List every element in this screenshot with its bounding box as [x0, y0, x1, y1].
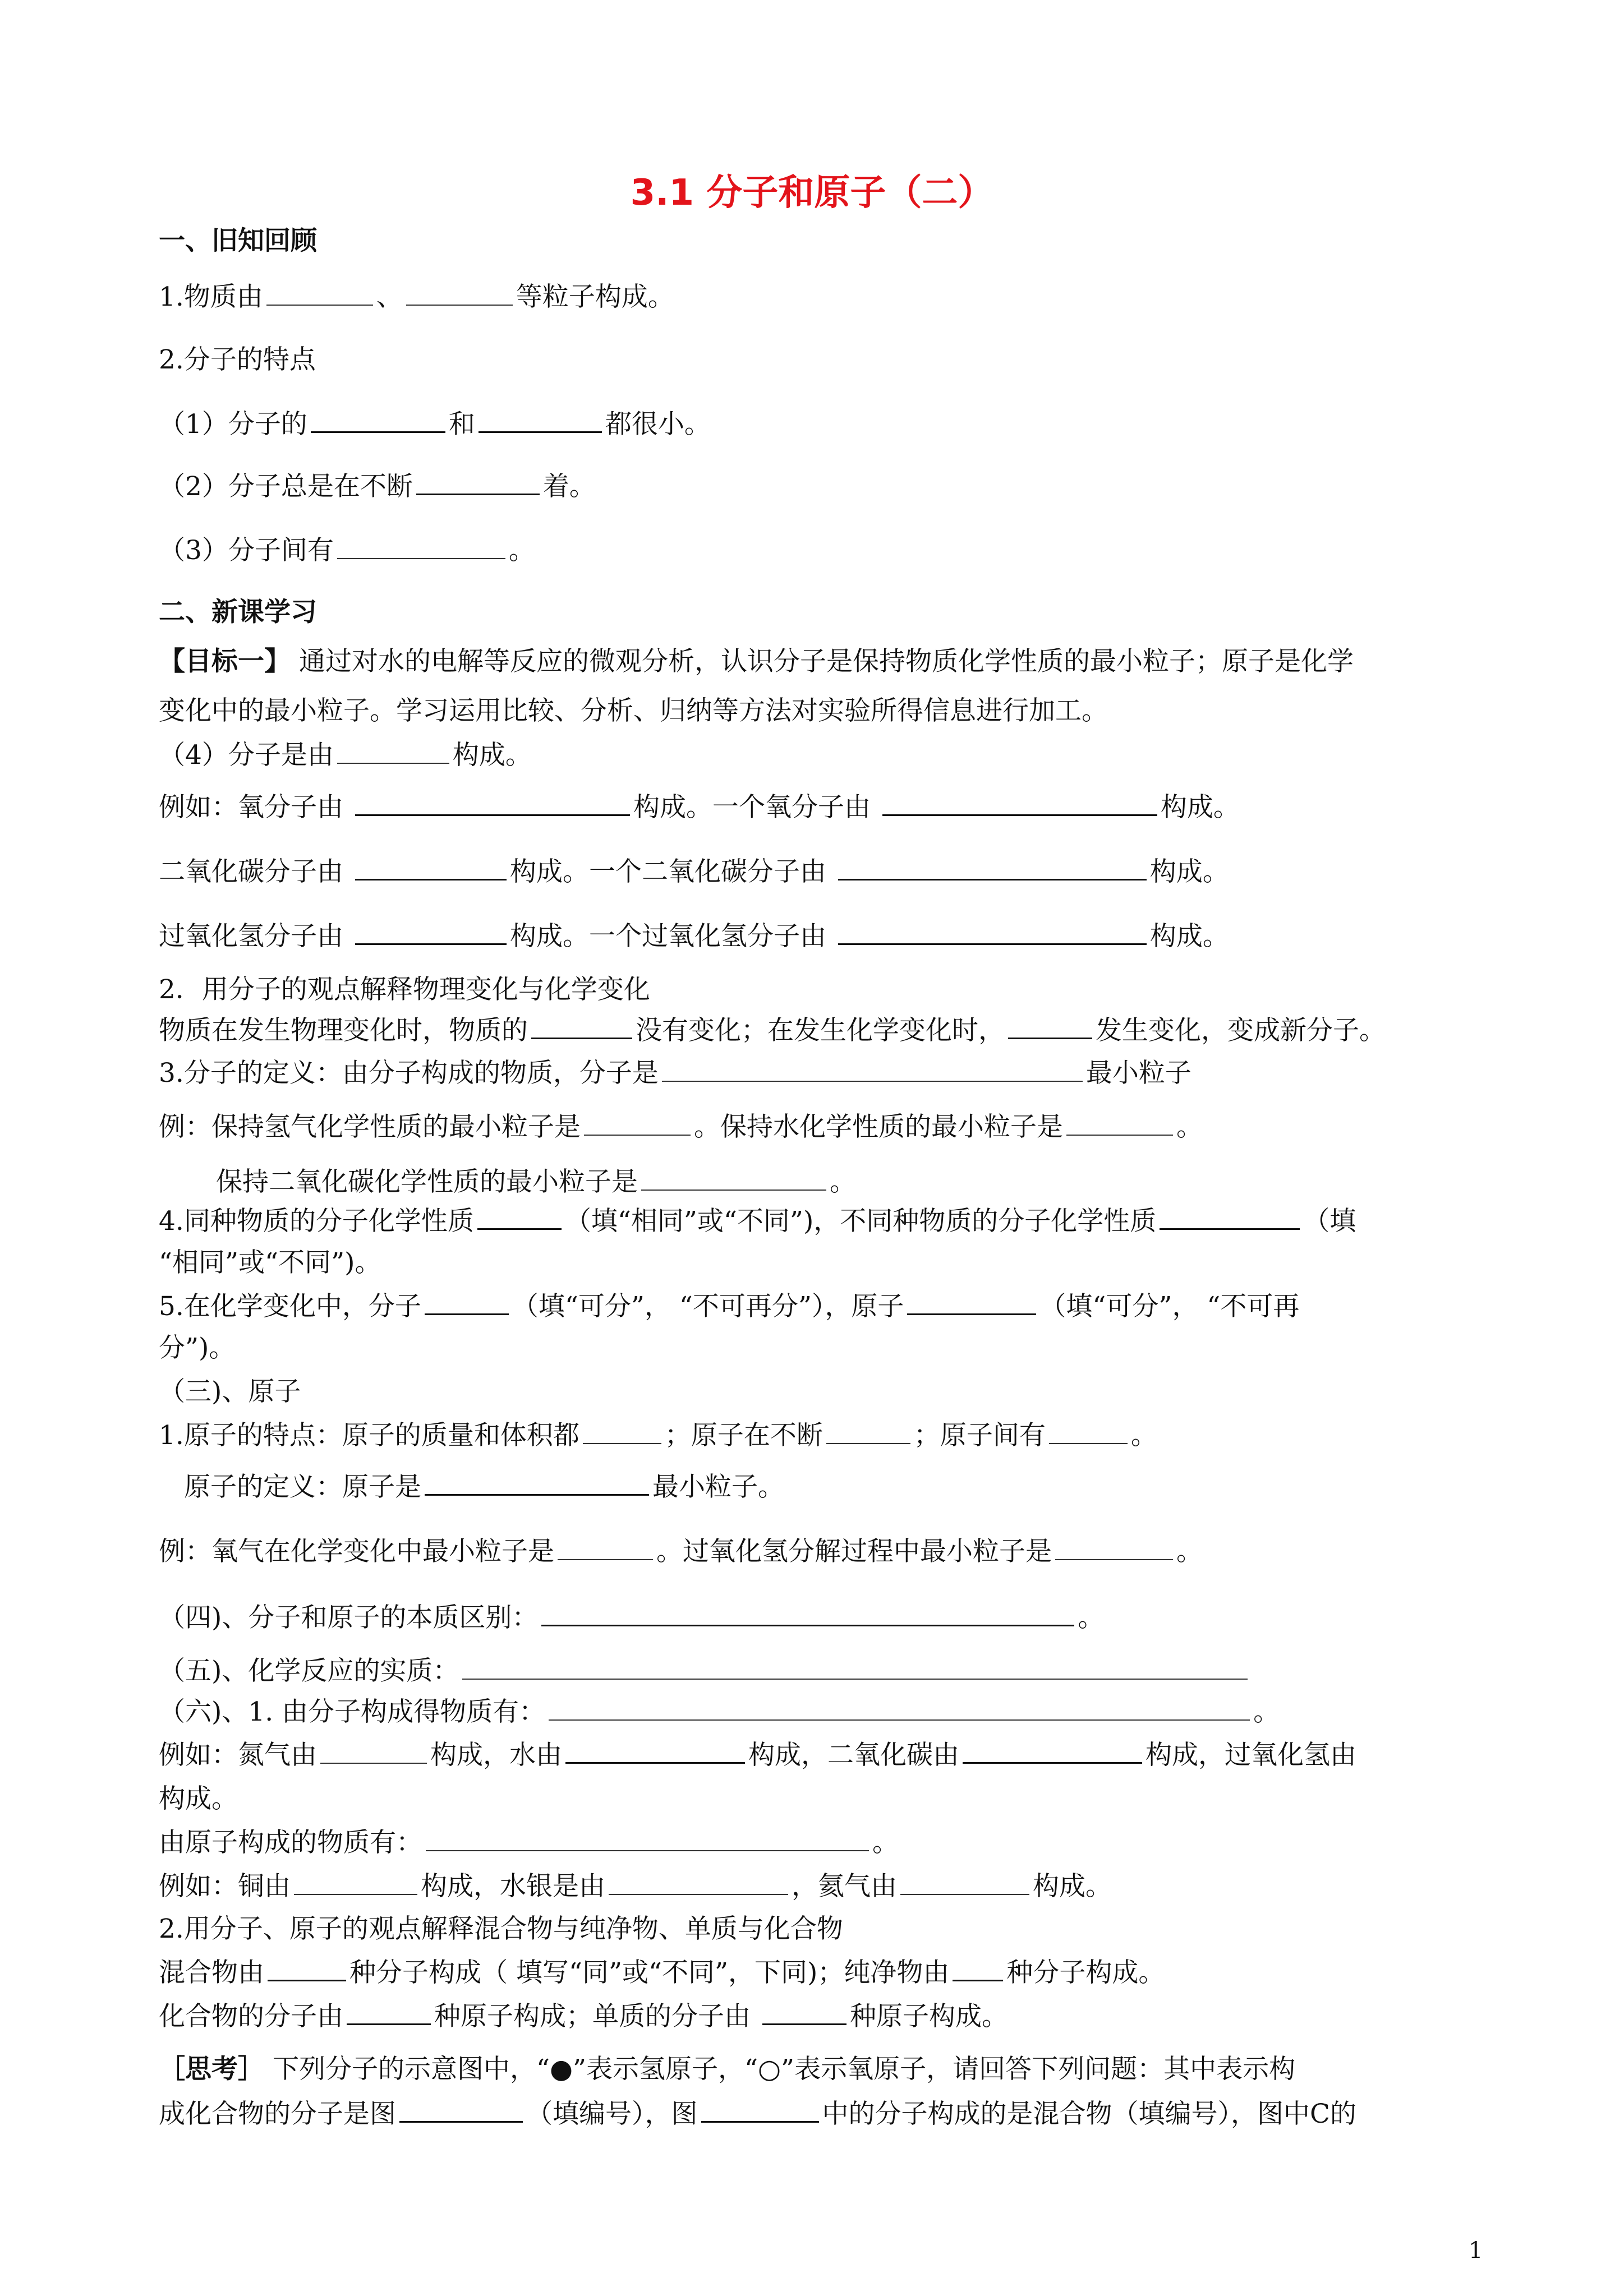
blank[interactable]	[549, 1696, 1250, 1721]
compound-line: 化合物的分子由 种原子构成；单质的分子由 种原子构成。	[159, 2001, 1008, 2032]
goal-line-1: 【目标一】 通过对水的电解等反应的微观分析，认识分子是保持物质化学性质的最小粒子；原子是化学	[159, 646, 1354, 677]
blank[interactable]	[399, 2097, 523, 2123]
blank[interactable]	[541, 1601, 1074, 1626]
question-4: （4）分子是由 构成。	[159, 740, 532, 771]
blank[interactable]	[1049, 1419, 1128, 1444]
blank[interactable]	[882, 791, 1157, 816]
reaction-essence: （五)、化学反应的实质：	[159, 1654, 1251, 1688]
section-heading-new-lesson: 二、新课学习	[159, 597, 317, 628]
blank[interactable]	[337, 534, 505, 559]
blank[interactable]	[337, 739, 449, 764]
blank[interactable]	[838, 855, 1147, 880]
section-heading-review: 一、旧知回顾	[159, 225, 317, 256]
blank[interactable]	[426, 1827, 869, 1851]
blank[interactable]	[266, 281, 373, 306]
think-line-1: ［思考］ 下列分子的示意图中，“●”表示氢原子，“○”表示氧原子，请回答下列问题：其中表示构	[159, 2054, 1296, 2085]
blank[interactable]	[963, 1739, 1142, 1764]
question-2-2: （2）分子总是在不断 着。	[159, 471, 596, 502]
example-oxygen: 例如：氧分子由 构成。一个氧分子由 构成。	[159, 792, 1240, 823]
goal-line-2: 变化中的最小粒子。学习运用比较、分析、归纳等方法对实验所得信息进行加工。	[159, 695, 1108, 726]
blank[interactable]	[762, 2000, 846, 2025]
question-5-divisible-cont: 分”)。	[159, 1333, 236, 1363]
think-line-2: 成化合物的分子是图 （填编号），图 中的分子构成的是混合物（填编号），图中C的	[159, 2099, 1356, 2129]
blank[interactable]	[1008, 1014, 1092, 1039]
blank[interactable]	[320, 1739, 427, 1764]
blank[interactable]	[268, 1956, 346, 1981]
question-2-3: （3）分子间有 。	[159, 535, 535, 566]
blank[interactable]	[583, 1419, 661, 1444]
blank[interactable]	[425, 1290, 509, 1315]
example-h2o2: 过氧化氢分子由 构成。一个过氧化氢分子由 构成。	[159, 921, 1229, 952]
blank[interactable]	[311, 408, 445, 433]
blank[interactable]	[406, 281, 513, 306]
question-1: 1.物质由 、 等粒子构成。	[159, 282, 674, 312]
blank[interactable]	[907, 1290, 1036, 1315]
atom-definition: 原子的定义：原子是 最小粒子。	[184, 1472, 784, 1502]
question-2: 2.分子的特点	[159, 344, 316, 375]
blank[interactable]	[425, 1470, 649, 1496]
molecular-examples: 例如：氮气由 构成，水由 构成，二氧化碳由 构成，过氧化氢由	[159, 1740, 1356, 1771]
molecular-substances: （六)、1. 由分子构成得物质有： 。	[159, 1696, 1280, 1727]
molecular-examples-cont: 构成。	[159, 1783, 238, 1814]
section-atom-heading: （三)、原子	[159, 1376, 301, 1407]
mixtures-heading: 2.用分子、原子的观点解释混合物与纯净物、单质与化合物	[159, 1914, 843, 1944]
atom-example: 例：氧气在化学变化中最小粒子是 。过氧化氢分解过程中最小粒子是 。	[159, 1536, 1203, 1567]
blank[interactable]	[838, 920, 1147, 945]
blank[interactable]	[609, 1870, 788, 1895]
essential-difference: （四)、分子和原子的本质区别： 。	[159, 1602, 1105, 1633]
physical-chemical-change: 物质在发生物理变化时，物质的 没有变化；在发生化学变化时， 发生变化，变成新分子。	[159, 1015, 1386, 1046]
blank[interactable]	[355, 855, 507, 880]
section-2-heading: 2．用分子的观点解释物理变化与化学变化	[159, 974, 650, 1005]
blank[interactable]	[558, 1536, 653, 1560]
blank[interactable]	[953, 1956, 1003, 1981]
definition-example-2: 保持二氧化碳化学性质的最小粒子是 。	[216, 1167, 856, 1197]
blank[interactable]	[531, 1014, 632, 1039]
question-5-divisible: 5.在化学变化中，分子 （填“可分”， “不可再分”），原子 （填“可分”， “不可再	[159, 1291, 1300, 1322]
blank[interactable]	[584, 1111, 691, 1136]
blank[interactable]	[641, 1166, 826, 1191]
mixtures-line: 混合物由 种分子构成（ 填写“同”或“不同”，下同)；纯净物由 种分子构成。	[159, 1957, 1165, 1988]
atomic-examples: 例如：铜由 构成，水银是由 ，氦气由 构成。	[159, 1871, 1112, 1902]
blank[interactable]	[701, 2097, 819, 2123]
blank[interactable]	[565, 1739, 745, 1764]
blank[interactable]	[900, 1870, 1029, 1895]
blank[interactable]	[1066, 1111, 1173, 1136]
blank[interactable]	[355, 920, 507, 945]
blank[interactable]	[1055, 1536, 1173, 1560]
question-4-properties-cont: “相同”或“不同”)。	[159, 1247, 381, 1278]
blank[interactable]	[294, 1870, 417, 1895]
blank[interactable]	[477, 1205, 562, 1230]
blank[interactable]	[347, 2000, 431, 2025]
blank[interactable]	[662, 1057, 1083, 1082]
atomic-substances: 由原子构成的物质有： 。	[159, 1827, 899, 1858]
question-2-1: （1）分子的 和 都很小。	[159, 409, 711, 440]
blank[interactable]	[479, 408, 602, 433]
example-co2: 二氧化碳分子由 构成。一个二氧化碳分子由 构成。	[159, 856, 1229, 887]
blank[interactable]	[355, 791, 630, 816]
question-4-properties: 4.同种物质的分子化学性质 （填“相同”或“不同”)，不同种物质的分子化学性质 （填	[159, 1206, 1356, 1237]
blank[interactable]	[462, 1655, 1248, 1680]
page-title: 3.1 分子和原子（二）	[630, 172, 994, 214]
blank[interactable]	[826, 1419, 910, 1444]
blank[interactable]	[1160, 1205, 1300, 1230]
definition-example-1: 例：保持氢气化学性质的最小粒子是 。保持水化学性质的最小粒子是 。	[159, 1112, 1203, 1142]
molecule-definition: 3.分子的定义：由分子构成的物质，分子是 最小粒子	[159, 1058, 1191, 1089]
page-number: 1	[1469, 2238, 1483, 2263]
blank[interactable]	[416, 470, 540, 495]
atom-features: 1.原子的特点：原子的质量和体积都 ；原子在不断 ；原子间有 。	[159, 1420, 1157, 1451]
